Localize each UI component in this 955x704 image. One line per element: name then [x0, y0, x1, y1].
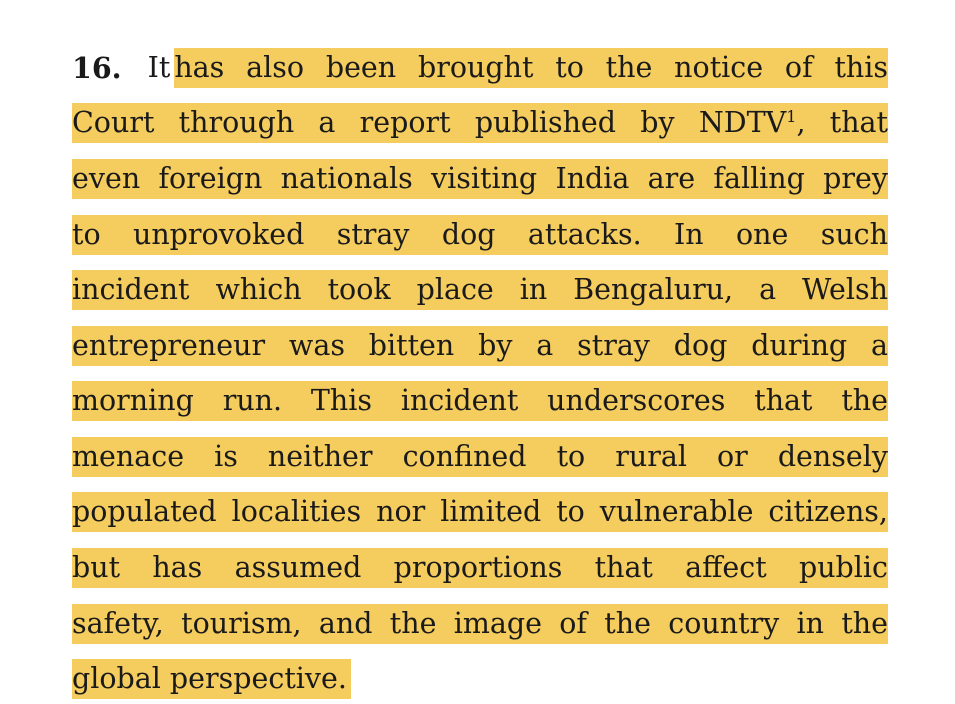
text-line: morning run. This incident underscores that the	[72, 381, 888, 421]
text-line: entrepreneur was bitten by a stray dog during a	[72, 326, 888, 366]
text-line-suffix: , that	[796, 106, 888, 139]
text-line-last: global perspective.	[72, 659, 351, 699]
text-line: even foreign nationals visiting India are falling prey	[72, 159, 888, 199]
highlighted-text: has also been brought to the notice of this	[174, 48, 888, 88]
text-line	[72, 103, 888, 143]
text-line: menace is neither confined to rural or densely	[72, 437, 888, 477]
text-line: incident which took place in Bengaluru, a Welsh	[72, 270, 888, 310]
paragraph-lead-word: It	[147, 51, 171, 84]
text-line-content: Court through a report published by NDTV	[72, 106, 787, 139]
text-line: to unprovoked stray dog attacks. In one such	[72, 215, 888, 255]
text-line: safety, tourism, and the image of the country in the	[72, 604, 888, 644]
footnote-marker[interactable]: 1	[786, 107, 797, 126]
text-line: but has assumed proportions that affect public	[72, 548, 888, 588]
paragraph-first-line	[72, 48, 888, 88]
paragraph-number: 16.	[72, 51, 122, 85]
text-line: populated localities nor limited to vulnerable citizens,	[72, 492, 888, 532]
